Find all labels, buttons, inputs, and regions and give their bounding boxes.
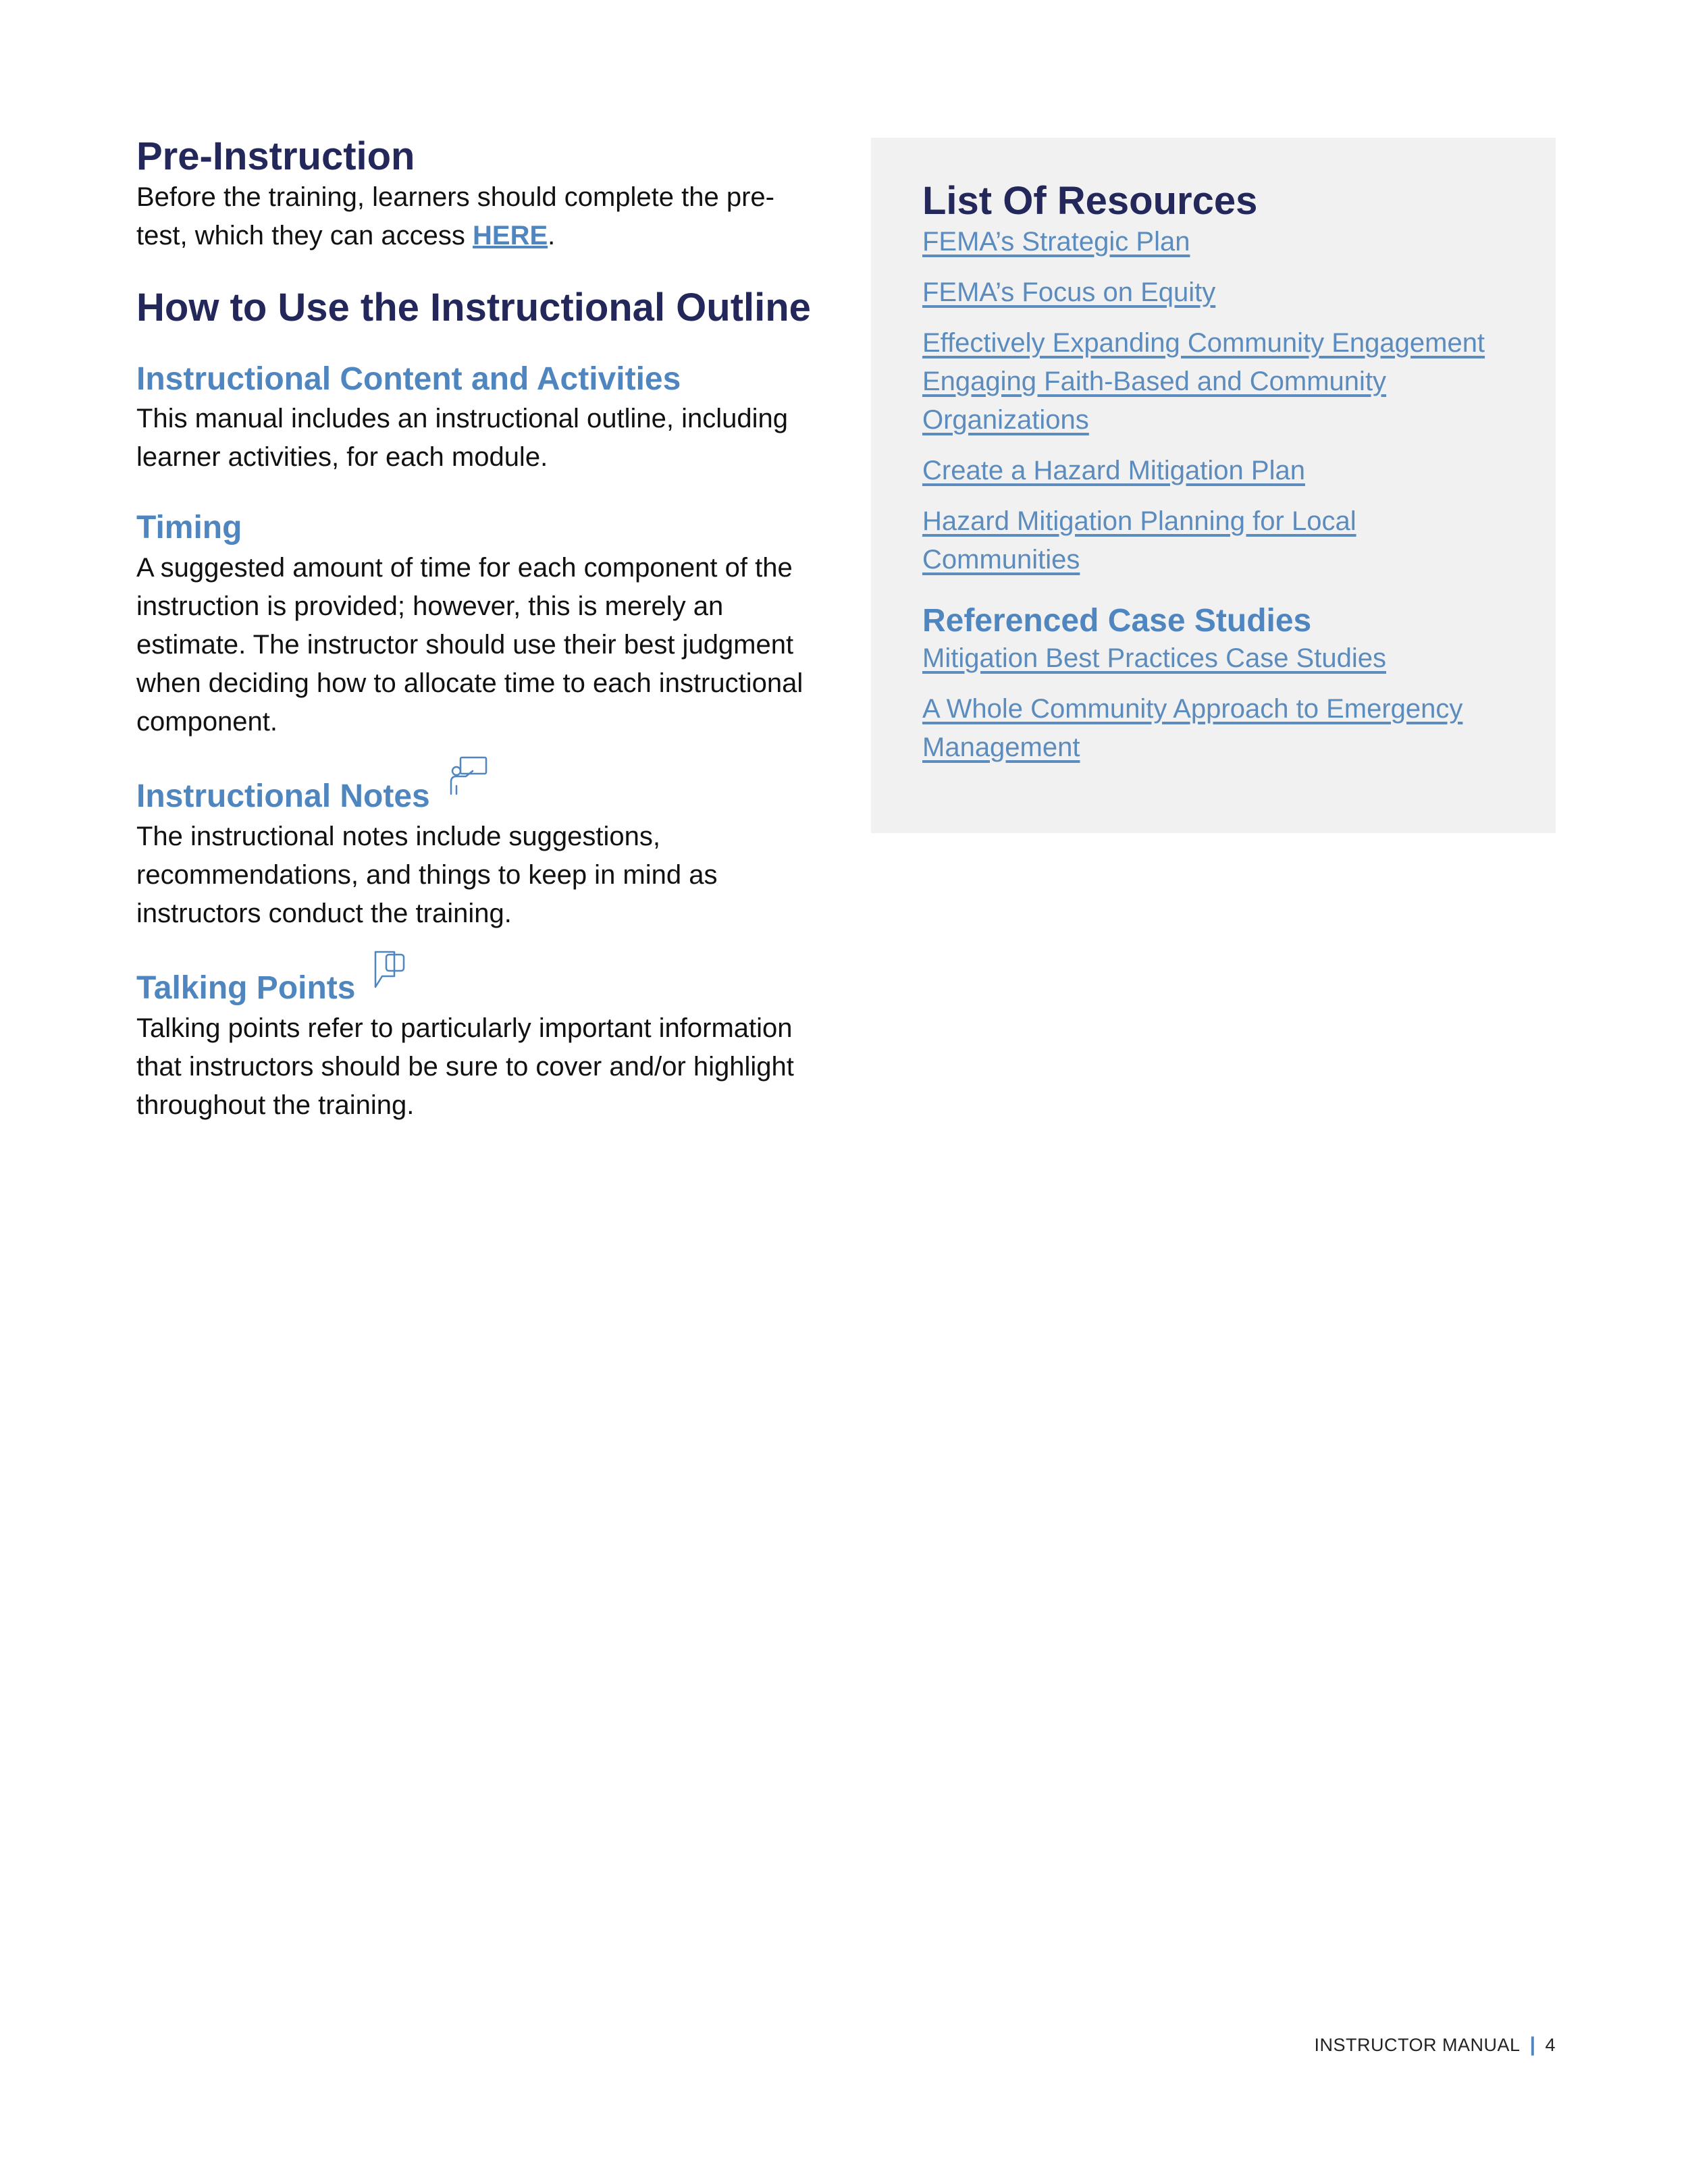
left-column — [136, 135, 818, 1125]
talking-points-icon — [373, 948, 408, 990]
page-footer — [1315, 2033, 1556, 2056]
section-heading-timing: Timing — [136, 510, 242, 546]
section-heading-content-activities: Instructional Content and Activities — [136, 361, 681, 397]
page-number: 4 — [1545, 2034, 1556, 2055]
section-heading-talking-points: Talking Points — [136, 969, 356, 1006]
resource-link-hazard-mitigation-plan[interactable]: Create a Hazard Mitigation Plan — [922, 455, 1305, 485]
resource-link-local-communities[interactable]: Hazard Mitigation Planning for Local Communities — [922, 506, 1356, 575]
resource-link-faith-based[interactable]: Engaging Faith-Based and Community Organizations — [922, 366, 1387, 435]
pre-instruction-text-after: . — [548, 220, 556, 250]
section-heading-instructional-notes: Instructional Notes — [136, 778, 430, 815]
pre-instruction-text — [136, 178, 785, 255]
resource-link-community-engagement[interactable]: Effectively Expanding Community Engagement — [922, 327, 1485, 358]
resources-heading: List Of Resources — [922, 179, 1258, 223]
pre-instruction-heading: Pre-Instruction — [136, 134, 415, 178]
pre-instruction-text-before: Before the training, learners should complete the pre-test, which they can access — [136, 182, 774, 250]
case-study-link-mitigation-best-practices[interactable]: Mitigation Best Practices Case Studies — [922, 643, 1386, 673]
resource-link-focus-on-equity[interactable]: FEMA’s Focus on Equity — [922, 277, 1216, 307]
resources-content — [922, 180, 1530, 767]
pretest-link[interactable]: HERE — [473, 220, 548, 250]
resources-panel — [871, 138, 1556, 833]
how-to-use-heading: How to Use the Instructional Outline — [136, 285, 811, 329]
section-text-instructional-notes: The instructional notes include suggestions, recommendations, and things to keep in mind as instructors conduct the training. — [136, 821, 718, 928]
section-text-talking-points: Talking points refer to particularly important information that instructors should be sure to cover and/or highlight throughout the training. — [136, 1013, 794, 1120]
footer-separator: | — [1529, 2033, 1536, 2056]
instructor-notes-icon — [448, 755, 490, 797]
section-text-timing: A suggested amount of time for each component of the instruction is provided; however, this is merely an estimate. The instructor should use their best judgment when deciding how to allocate time to each instructional component. — [136, 553, 803, 737]
case-studies-heading: Referenced Case Studies — [922, 602, 1312, 639]
case-study-link-whole-community[interactable]: A Whole Community Approach to Emergency Management — [922, 693, 1463, 762]
section-text-content-activities: This manual includes an instructional outline, including learner activities, for each module. — [136, 404, 788, 473]
resource-link-strategic-plan[interactable]: FEMA’s Strategic Plan — [922, 226, 1190, 257]
footer-label: INSTRUCTOR MANUAL — [1314, 2034, 1521, 2055]
